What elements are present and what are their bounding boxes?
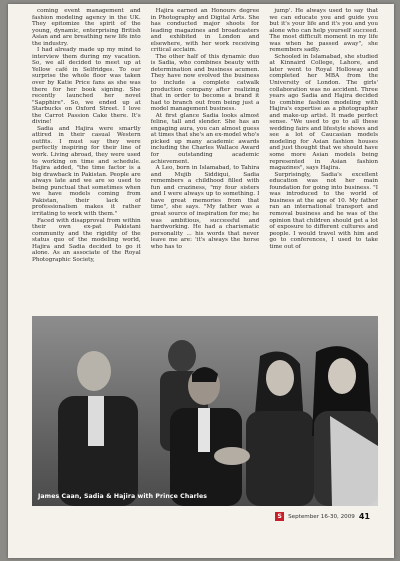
magazine-page <box>8 4 394 558</box>
article-paragraph: Sadia and Hajira were smartly attired in their casual Western outfits. I must say they were perfectly inspiring for their line of work. Living abroad, they were used to working on time and schedule. Hajira added, "the time factor is a big drawback in Pakistan. People are always late and we are so used to being punctual that sometimes when we have models coming from Pakistan, their lack of professionalism makes it rather irritating to work with them." <box>32 125 141 217</box>
article-paragraph: coming event management and fashion modeling agency in the UK. They epitomize the spirit of the young, dynamic, enterprising British Asian and are breathing new life into the industry. <box>32 8 141 47</box>
article-paragraph: Hajira earned an Honours degree in Photography and Digital Arts. She has conducted major shoots for leading magazines and broadcasters and exhibited in London and elsewhere, with her work receiving critical acclaim. <box>150 8 260 54</box>
article-paragraph: I had already made up my mind to interview them during my vacation. So, we all decided to meet up at Yellow café in Selfridges. To our surprise the whole floor was taken over by Katie Price fans as she was there for her book signing. She recently launched her novel "Sapphire". So, we ended up at Starbucks on Oxford Street. I love the Carrot Passion Cake there. It's divine! <box>32 47 141 126</box>
article-paragraph: The other half of this dynamic duo is Sadia, who combines beauty with determination and business acumen. They have now evolved the business to include a complete catwalk production company after realizing that in order to become a brand it had to branch out from being just a model management business. <box>150 53 260 113</box>
article-paragraph: Faced with disapproval from within their own ex-pat Pakistani community and the rigidity of the status quo of the modeling world, Hajira and Sadia decided to go it alone. As an associate of the Royal Photographic Society, <box>32 217 141 263</box>
article-paragraph: At first glance Sadia looks almost feline, tall and slender. She has an engaging aura, you can almost guess at times that she's an ex-model who's picked up many academic awards including the Charles Wallace Award for outstanding academic achievement. <box>150 112 260 165</box>
photo-illustration <box>32 316 378 506</box>
article-column-2 <box>151 8 260 312</box>
magazine-logo-icon: S <box>275 512 284 521</box>
event-photo <box>32 316 378 506</box>
article-paragraph: jump'. He always used to say that we can educate you and guide you but it's your life and it's you and you alone who can help yourself succeed. The most difficult moment in my life was when he passed away", she remembers sadly. <box>269 8 378 54</box>
issue-date: September 16-30, 2009 <box>288 513 355 520</box>
article-paragraph: Surprisingly, Sadia's excellent education was not her main foundation for going into business. "I was introduced to the world of business at the age of 10. My father ran an international transport and removal business and he was of the opinion that children should get a lot of exposure to different cultures and people. I would travel with him and go to conferences, I used to take time out of <box>269 171 378 250</box>
article-paragraph: Schooled in Islamabad, she studied at Kinnaird College, Lahore, and later went to Royal Holloway and completed her MBA from the University of London. The girls' collaboration was no accident. Three years ago Sadia and Hajira decided to combine fashion modeling with Hajira's expertise as a photographer and make-up artist. It made perfect sense. "We used to go to all these wedding fairs and lifestyle shows and see a lot of Caucasian models modeling for Asian fashion houses and just thought that we should have some more Asian models being represented in Asian fashion magazines", says Hajira. <box>269 53 378 172</box>
page-number: 41 <box>358 512 370 521</box>
article-column-1 <box>32 8 141 312</box>
article-paragraph: A Leo, born in Islamabad, to Tahira and Mujib Siddiqui, Sadia remembers a childhood filled with fun and craziness, "my four sisters and I were always up to something. I have great memories from that time", she says. "My father was a great source of inspiration for me; he was ambitious, successful and hardworking. He had a charismatic personality ... his words that never leave me are: 'it's always the horse who has to <box>150 165 260 250</box>
article-column-3 <box>269 8 378 312</box>
page-footer <box>275 512 370 521</box>
article-body <box>32 8 378 312</box>
photo-caption: James Caan, Sadia & Hajira with Prince Charles <box>38 493 208 500</box>
